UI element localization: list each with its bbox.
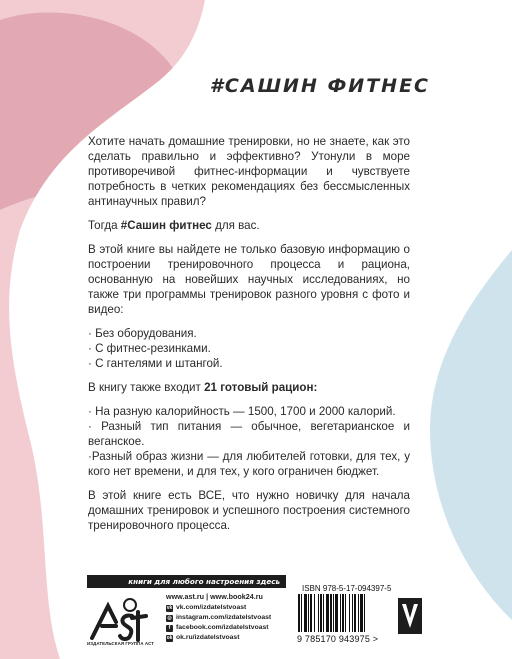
social-link-text: vk.com/izdatelstvoast: [176, 604, 247, 611]
barcode-bar: [342, 594, 344, 632]
description: [88, 134, 410, 542]
vk-icon: vk: [166, 604, 173, 611]
barcode-bar: [358, 594, 359, 632]
barcode-bar: [349, 594, 350, 632]
ration-prefix: В книгу также входит: [88, 381, 205, 394]
barcode-bar: [354, 594, 356, 632]
barcode-bar: [326, 594, 329, 632]
social-link-ok[interactable]: [166, 633, 296, 643]
social-link-facebook[interactable]: [166, 623, 296, 633]
barcode-bar: [335, 594, 338, 632]
brand-name: #Сашин фитнес: [120, 219, 212, 232]
barcode-bar: [364, 594, 365, 632]
program-item: · С фитнес-резинками.: [88, 342, 211, 355]
intro-paragraph: Хотите начать домашние тренировки, но не знаете, как это сделать правильно и эффективно? Утонули в море противоречивой фитнес-информации и чувствуете потребность в четких рекомендациях без бессмысленных антинаучных правил?: [88, 135, 410, 208]
ration-heading: [88, 380, 410, 395]
instagram-icon: ◎: [167, 614, 172, 621]
publisher-name: ИЗДАТЕЛЬСКАЯ ГРУППА АСТ: [87, 641, 155, 646]
websites-link[interactable]: www.ast.ru | www.book24.ru: [166, 592, 263, 601]
social-link-text: ok.ru/izdatelstvoast: [176, 634, 240, 641]
program-item: · С гантелями и штангой.: [88, 357, 223, 370]
barcode-bar: [301, 594, 302, 632]
barcode-bar: [308, 594, 309, 632]
barcode-bar: [323, 594, 324, 632]
barcode-bar: [330, 594, 332, 632]
social-link-text: instagram.com/izdatelstvoast: [176, 614, 272, 621]
barcode-bar: [304, 594, 307, 632]
barcode-bar: [340, 594, 341, 632]
social-link-text: facebook.com/izdatelstvoast: [176, 624, 269, 631]
barcode-digits: 9 785170 943975 >: [297, 634, 379, 644]
isbn-label: ISBN 978-5-17-094397-5: [302, 584, 392, 593]
barcode-bar: [320, 594, 322, 632]
program-item: · Без оборудования.: [88, 327, 197, 340]
barcode-bar: [318, 594, 319, 632]
then-paragraph: [88, 218, 410, 233]
book-title: #САШИН ФИТНЕС: [209, 75, 430, 97]
barcode-bar: [298, 594, 300, 632]
barcode-bar: [360, 594, 363, 632]
barcode-bar: [314, 594, 315, 632]
ast-logo: [88, 596, 152, 646]
social-link-vk[interactable]: [166, 603, 296, 613]
ration-count: 21 готовый рацион:: [204, 381, 318, 394]
barcode-bar: [352, 594, 353, 632]
odnoklassniki-icon: ok: [166, 634, 173, 641]
v-publisher-logo: [398, 598, 422, 634]
closing-paragraph: В этой книге есть ВСЕ, что нужно новичку для начала домашних тренировок и успешного построения системного тренировочного процесса.: [88, 489, 410, 532]
barcode-bar: [333, 594, 334, 632]
barcode-bar: [310, 594, 312, 632]
programs-list: [88, 326, 410, 371]
publisher-links: [166, 592, 296, 643]
ration-item: · На разную калорийность — 1500, 1700 и 2000 калорий.: [88, 405, 396, 418]
ration-item: · Разный тип питания — обычное, вегетарианское и веганское.: [88, 420, 410, 448]
social-link-instagram[interactable]: [166, 613, 296, 623]
then-prefix: Тогда: [88, 219, 121, 232]
book-paragraph: В этой книге вы найдете не только базовую информацию о построении тренировочного процесса и рациона, основанную на новейших научных исследованиях, но также три программы тренировок разного уровня с фото и видео:: [88, 243, 410, 316]
barcode: [296, 594, 396, 634]
ration-item: ·Разный образ жизни — для любителей готовки, для тех, у кого нет времени, и для тех, у кого ограничен бюджет.: [88, 450, 410, 478]
slogan-band: книги для любого настроения здесь: [87, 575, 286, 588]
ration-list: [88, 404, 410, 479]
barcode-bar: [345, 594, 346, 632]
facebook-icon: f: [166, 625, 173, 632]
then-suffix: для вас.: [211, 219, 260, 232]
